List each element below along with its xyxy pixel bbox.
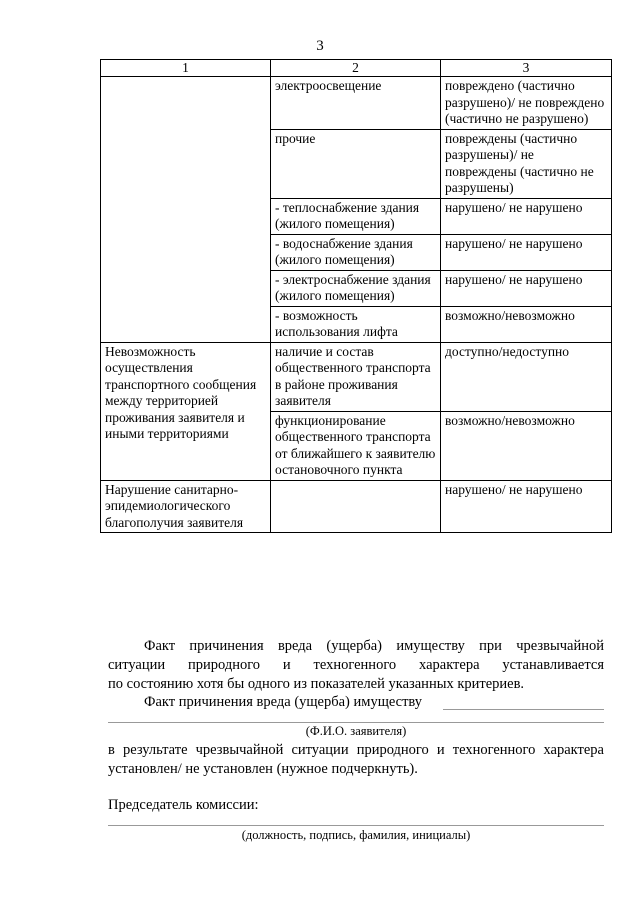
indicator-cell: электроосвещение xyxy=(271,77,441,130)
applicant-name-line xyxy=(108,722,604,723)
indicator-cell: - электроснабжение здания (жилого помещения) xyxy=(271,270,441,306)
indicator-cell: - возможность использования лифта xyxy=(271,306,441,342)
value-cell: повреждено (частично разрушено)/ не повреждено (частично не разрушено) xyxy=(441,77,612,130)
criterion-cell: Нарушение санитарно-эпидемиологического благополучия заявителя xyxy=(101,480,271,533)
value-cell: нарушено/ не нарушено xyxy=(441,270,612,306)
fact-paragraph-line-3: по состоянию хотя бы одного из показателей указанных критериев. xyxy=(108,676,525,692)
result-line-2: установлен/ не установлен (нужное подчеркнуть). xyxy=(108,761,418,777)
criterion-cell: Невозможность осуществления транспортного сообщения между территорией проживания заявителя и иными территориями xyxy=(101,342,271,480)
indicator-cell: прочие xyxy=(271,129,441,198)
indicator-cell xyxy=(271,480,441,533)
indicator-cell: - водоснабжение здания (жилого помещения) xyxy=(271,234,441,270)
table-row xyxy=(101,77,612,130)
value-cell: повреждены (частично разрушены)/ не повреждены (частично не разрушены) xyxy=(441,129,612,198)
column-header-3: 3 xyxy=(441,60,612,77)
column-header-1: 1 xyxy=(101,60,271,77)
fact-established-label: Факт причинения вреда (ущерба) имуществу xyxy=(144,694,423,710)
fact-paragraph-line-1: Факт причинения вреда (ущерба) имуществу при чрезвычайной xyxy=(144,638,604,654)
table-row xyxy=(101,480,612,533)
column-header-2: 2 xyxy=(271,60,441,77)
table-header-row xyxy=(101,60,612,77)
value-cell: доступно/недоступно xyxy=(441,342,612,411)
indicator-cell: наличие и состав общественного транспорта в районе проживания заявителя xyxy=(271,342,441,411)
value-cell: возможно/невозможно xyxy=(441,411,612,480)
indicator-cell: - теплоснабжение здания (жилого помещения) xyxy=(271,198,441,234)
fio-caption: (Ф.И.О. заявителя) xyxy=(305,724,407,738)
result-line-1: в результате чрезвычайной ситуации природного и техногенного характера xyxy=(108,742,604,758)
page-number: 3 xyxy=(316,38,324,54)
signature-caption: (должность, подпись, фамилия, инициалы) xyxy=(241,828,471,842)
value-cell: нарушено/ не нарушено xyxy=(441,234,612,270)
indicator-cell: функционирование общественного транспорта от ближайшего к заявителю остановочного пункта xyxy=(271,411,441,480)
applicant-name-underline xyxy=(443,709,604,710)
value-cell: возможно/невозможно xyxy=(441,306,612,342)
value-cell: нарушено/ не нарушено xyxy=(441,198,612,234)
criterion-cell xyxy=(101,77,271,343)
fact-paragraph-line-2: ситуации природного и техногенного характера устанавливается xyxy=(108,657,604,673)
chairman-label: Председатель комиссии: xyxy=(108,797,259,813)
value-cell: нарушено/ не нарушено xyxy=(441,480,612,533)
criteria-table xyxy=(100,59,612,533)
signature-line xyxy=(108,825,604,826)
table-row xyxy=(101,342,612,411)
